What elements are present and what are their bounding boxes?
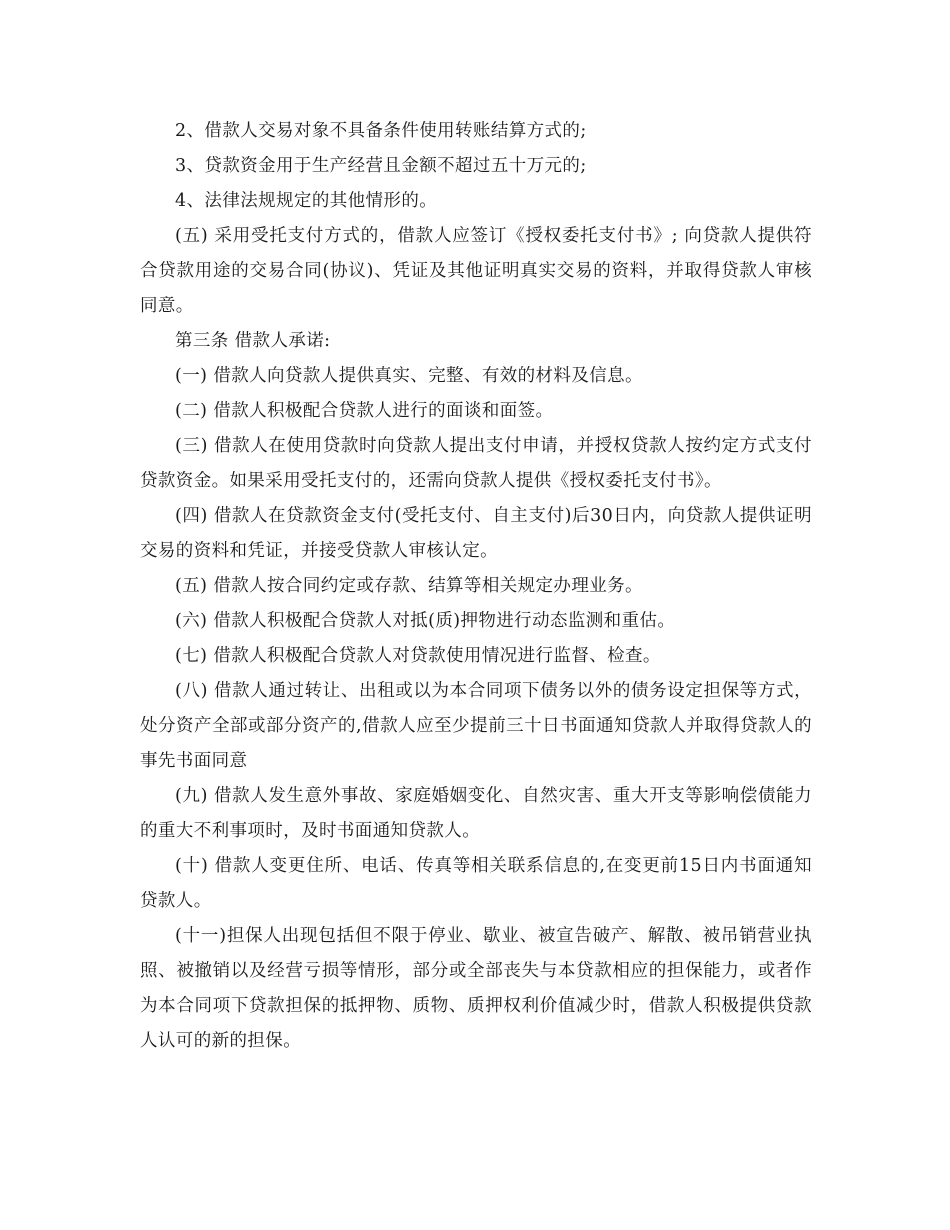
- commitment-6: (六) 借款人积极配合贷款人对抵(质)押物进行动态监测和重估。: [175, 611, 676, 631]
- document-body: [140, 114, 812, 1059]
- commitment-5: (五) 借款人按合同约定或存款、结算等相关规定办理业务。: [175, 576, 643, 596]
- commitment-11: (十一)担保人出现包括但不限于停业、歇业、被宣告破产、解散、被吊销营业执照、被撤销以及经营亏损等情形，部分或全部丧失与本贷款相应的担保能力，或者作为本合同项下贷款担保的抵押物、质物、质押权利价值减少时，借款人积极提供贷款人认可的新的担保。: [140, 926, 812, 1051]
- commitment-1: (一) 借款人向贷款人提供真实、完整、有效的材料及信息。: [175, 366, 643, 386]
- clause-item-2: 2、借款人交易对象不具备条件使用转账结算方式的;: [175, 121, 587, 141]
- commitment-3: (三) 借款人在使用贷款时向贷款人提出支付申请，并授权贷款人按约定方式支付贷款资金。如果采用受托支付的，还需向贷款人提供《授权委托支付书》。: [140, 436, 812, 491]
- commitment-2: (二) 借款人积极配合贷款人进行的面谈和面签。: [175, 401, 554, 421]
- article-3-heading: 第三条 借款人承诺:: [175, 331, 331, 351]
- commitment-7: (七) 借款人积极配合贷款人对贷款使用情况进行监督、检查。: [175, 646, 661, 666]
- commitment-10: (十) 借款人变更住所、电话、传真等相关联系信息的,在变更前15日内书面通知贷款人。: [140, 856, 812, 911]
- clause-entrusted-payment: (五) 采用受托支付方式的，借款人应签订《授权委托支付书》; 向贷款人提供符合贷款用途的交易合同(协议)、凭证及其他证明真实交易的资料，并取得贷款人审核同意。: [140, 226, 812, 316]
- commitment-8: (八) 借款人通过转让、出租或以为本合同项下债务以外的债务设定担保等方式，处分资产全部或部分资产的,借款人应至少提前三十日书面通知贷款人并取得贷款人的事先书面同意: [140, 681, 812, 771]
- clause-item-4: 4、法律法规规定的其他情形的。: [175, 191, 438, 211]
- commitment-9: (九) 借款人发生意外事故、家庭婚姻变化、自然灾害、重大开支等影响偿债能力的重大不利事项时，及时书面通知贷款人。: [140, 786, 812, 841]
- clause-item-3: 3、贷款资金用于生产经营且金额不超过五十万元的;: [175, 156, 587, 176]
- commitment-4: (四) 借款人在贷款资金支付(受托支付、自主支付)后30日内，向贷款人提供证明交易的资料和凭证，并接受贷款人审核认定。: [140, 506, 812, 561]
